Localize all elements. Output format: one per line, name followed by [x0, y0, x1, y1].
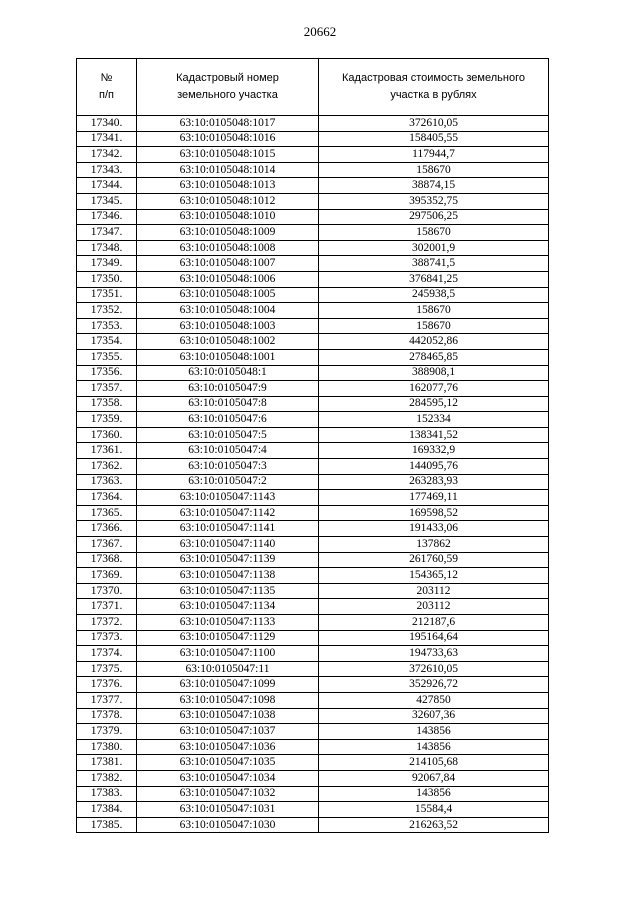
- row-number-cell: 17362.: [77, 459, 137, 475]
- cadastral-value-cell: 388908,1: [319, 365, 549, 381]
- cadastral-number-cell: 63:10:0105047:1099: [137, 677, 319, 693]
- cadastral-number-cell: 63:10:0105048:1014: [137, 162, 319, 178]
- cadastral-number-cell: 63:10:0105048:1: [137, 365, 319, 381]
- cadastral-value-cell: 263283,93: [319, 474, 549, 490]
- cadastral-number-cell: 63:10:0105047:1100: [137, 646, 319, 662]
- table-row: [77, 786, 549, 802]
- header-cadastral-number: Кадастровый номер земельного участка: [137, 59, 319, 116]
- table-row: [77, 708, 549, 724]
- table-row: [77, 568, 549, 584]
- row-number-cell: 17384.: [77, 802, 137, 818]
- table-row: [77, 677, 549, 693]
- table-row: [77, 802, 549, 818]
- cadastral-number-cell: 63:10:0105048:1008: [137, 240, 319, 256]
- table-row: [77, 474, 549, 490]
- page-number: 20662: [303, 24, 337, 39]
- table-row: [77, 552, 549, 568]
- row-number-cell: 17358.: [77, 396, 137, 412]
- row-number-cell: 17346.: [77, 209, 137, 225]
- cadastral-value-cell: 32607,36: [319, 708, 549, 724]
- row-number-cell: 17379.: [77, 724, 137, 740]
- cadastral-number-cell: 63:10:0105047:3: [137, 459, 319, 475]
- cadastral-value-cell: 245938,5: [319, 287, 549, 303]
- table-row: [77, 615, 549, 631]
- cadastral-number-cell: 63:10:0105048:1001: [137, 349, 319, 365]
- row-number-cell: 17366.: [77, 521, 137, 537]
- table-row: [77, 537, 549, 553]
- table-row: [77, 334, 549, 350]
- row-number-cell: 17357.: [77, 381, 137, 397]
- table-row: [77, 459, 549, 475]
- table-row: [77, 193, 549, 209]
- cadastral-value-cell: 372610,05: [319, 116, 549, 132]
- cadastral-number-cell: 63:10:0105047:1129: [137, 630, 319, 646]
- cadastral-number-cell: 63:10:0105047:6: [137, 412, 319, 428]
- row-number-cell: 17378.: [77, 708, 137, 724]
- cadastral-value-cell: 297506,25: [319, 209, 549, 225]
- row-number-cell: 17385.: [77, 817, 137, 833]
- cadastral-number-cell: 63:10:0105047:9: [137, 381, 319, 397]
- table-row: [77, 178, 549, 194]
- cadastral-value-cell: 395352,75: [319, 193, 549, 209]
- row-number-cell: 17356.: [77, 365, 137, 381]
- cadastral-value-cell: 154365,12: [319, 568, 549, 584]
- table-row: [77, 443, 549, 459]
- cadastral-value-cell: 278465,85: [319, 349, 549, 365]
- cadastral-value-cell: 143856: [319, 724, 549, 740]
- row-number-cell: 17354.: [77, 334, 137, 350]
- table-row: [77, 131, 549, 147]
- table-row: [77, 303, 549, 319]
- row-number-cell: 17380.: [77, 739, 137, 755]
- table-row: [77, 147, 549, 163]
- cadastral-number-cell: 63:10:0105047:1141: [137, 521, 319, 537]
- cadastral-number-cell: 63:10:0105047:1138: [137, 568, 319, 584]
- cadastral-value-cell: 158670: [319, 225, 549, 241]
- row-number-cell: 17372.: [77, 615, 137, 631]
- cadastral-value-cell: 152334: [319, 412, 549, 428]
- row-number-cell: 17352.: [77, 303, 137, 319]
- cadastral-number-cell: 63:10:0105048:1004: [137, 303, 319, 319]
- cadastral-value-cell: 214105,68: [319, 755, 549, 771]
- cadastral-value-cell: 137862: [319, 537, 549, 553]
- cadastral-number-cell: 63:10:0105047:1140: [137, 537, 319, 553]
- cadastral-value-cell: 427850: [319, 692, 549, 708]
- cadastral-number-cell: 63:10:0105047:1032: [137, 786, 319, 802]
- table-row: [77, 630, 549, 646]
- cadastral-value-cell: 212187,6: [319, 615, 549, 631]
- cadastral-number-cell: 63:10:0105048:1007: [137, 256, 319, 272]
- table-row: [77, 271, 549, 287]
- table-row: [77, 724, 549, 740]
- cadastral-value-cell: 203112: [319, 583, 549, 599]
- table-row: [77, 599, 549, 615]
- cadastral-number-cell: 63:10:0105047:5: [137, 427, 319, 443]
- cadastral-value-cell: 388741,5: [319, 256, 549, 272]
- cadastral-number-cell: 63:10:0105047:1143: [137, 490, 319, 506]
- cadastral-value-cell: 117944,7: [319, 147, 549, 163]
- cadastral-number-cell: 63:10:0105047:1133: [137, 615, 319, 631]
- cadastral-value-cell: 442052,86: [319, 334, 549, 350]
- row-number-cell: 17342.: [77, 147, 137, 163]
- cadastral-number-cell: 63:10:0105047:1036: [137, 739, 319, 755]
- cadastral-number-cell: 63:10:0105048:1016: [137, 131, 319, 147]
- cadastral-value-cell: 216263,52: [319, 817, 549, 833]
- cadastral-number-cell: 63:10:0105047:1134: [137, 599, 319, 615]
- header-row: [77, 59, 549, 116]
- row-number-cell: 17340.: [77, 116, 137, 132]
- cadastral-value-cell: 143856: [319, 739, 549, 755]
- table-row: [77, 692, 549, 708]
- row-number-cell: 17377.: [77, 692, 137, 708]
- table-row: [77, 505, 549, 521]
- cadastral-value-cell: 191433,06: [319, 521, 549, 537]
- cadastral-value-cell: 143856: [319, 786, 549, 802]
- row-number-cell: 17365.: [77, 505, 137, 521]
- table-row: [77, 240, 549, 256]
- cadastral-value-cell: 158670: [319, 318, 549, 334]
- table-row: [77, 365, 549, 381]
- cadastral-number-cell: 63:10:0105047:1098: [137, 692, 319, 708]
- row-number-cell: 17345.: [77, 193, 137, 209]
- cadastral-number-cell: 63:10:0105047:11: [137, 661, 319, 677]
- cadastral-value-cell: 144095,76: [319, 459, 549, 475]
- cadastral-value-cell: 376841,25: [319, 271, 549, 287]
- row-number-cell: 17373.: [77, 630, 137, 646]
- table-row: [77, 412, 549, 428]
- cadastral-number-cell: 63:10:0105048:1006: [137, 271, 319, 287]
- row-number-cell: 17344.: [77, 178, 137, 194]
- row-number-cell: 17382.: [77, 770, 137, 786]
- table-row: [77, 287, 549, 303]
- table-row: [77, 739, 549, 755]
- row-number-cell: 17350.: [77, 271, 137, 287]
- table-body: [77, 116, 549, 833]
- table-row: [77, 490, 549, 506]
- cadastral-value-cell: 195164,64: [319, 630, 549, 646]
- table-row: [77, 396, 549, 412]
- table-row: [77, 349, 549, 365]
- row-number-cell: 17361.: [77, 443, 137, 459]
- table-row: [77, 225, 549, 241]
- cadastral-number-cell: 63:10:0105047:8: [137, 396, 319, 412]
- cadastral-number-cell: 63:10:0105047:1139: [137, 552, 319, 568]
- cadastral-number-cell: 63:10:0105048:1003: [137, 318, 319, 334]
- row-number-cell: 17383.: [77, 786, 137, 802]
- table-row: [77, 646, 549, 662]
- row-number-cell: 17371.: [77, 599, 137, 615]
- row-number-cell: 17370.: [77, 583, 137, 599]
- cadastral-number-cell: 63:10:0105047:2: [137, 474, 319, 490]
- cadastral-number-cell: 63:10:0105047:1035: [137, 755, 319, 771]
- cadastral-number-cell: 63:10:0105048:1013: [137, 178, 319, 194]
- table-row: [77, 755, 549, 771]
- table-row: [77, 661, 549, 677]
- cadastral-value-cell: 352926,72: [319, 677, 549, 693]
- cadastral-number-cell: 63:10:0105047:1030: [137, 817, 319, 833]
- cadastral-value-cell: 177469,11: [319, 490, 549, 506]
- row-number-cell: 17360.: [77, 427, 137, 443]
- cadastral-value-cell: 162077,76: [319, 381, 549, 397]
- table-row: [77, 427, 549, 443]
- cadastral-number-cell: 63:10:0105047:1038: [137, 708, 319, 724]
- row-number-cell: 17374.: [77, 646, 137, 662]
- cadastral-value-cell: 302001,9: [319, 240, 549, 256]
- cadastral-number-cell: 63:10:0105047:1142: [137, 505, 319, 521]
- table-row: [77, 770, 549, 786]
- header-row-number: № п/п: [77, 59, 137, 116]
- cadastral-number-cell: 63:10:0105048:1012: [137, 193, 319, 209]
- cadastral-number-cell: 63:10:0105047:1037: [137, 724, 319, 740]
- row-number-cell: 17363.: [77, 474, 137, 490]
- row-number-cell: 17367.: [77, 537, 137, 553]
- cadastral-value-cell: 169598,52: [319, 505, 549, 521]
- table-row: [77, 521, 549, 537]
- table-row: [77, 162, 549, 178]
- cadastral-number-cell: 63:10:0105047:1034: [137, 770, 319, 786]
- cadastral-number-cell: 63:10:0105048:1017: [137, 116, 319, 132]
- row-number-cell: 17348.: [77, 240, 137, 256]
- cadastral-number-cell: 63:10:0105047:1135: [137, 583, 319, 599]
- cadastral-value-cell: 261760,59: [319, 552, 549, 568]
- cadastral-value-cell: 158670: [319, 162, 549, 178]
- row-number-cell: 17355.: [77, 349, 137, 365]
- row-number-cell: 17343.: [77, 162, 137, 178]
- cadastral-value-table: [76, 58, 549, 833]
- table-row: [77, 318, 549, 334]
- table-row: [77, 209, 549, 225]
- table-row: [77, 381, 549, 397]
- cadastral-number-cell: 63:10:0105048:1015: [137, 147, 319, 163]
- table-row: [77, 583, 549, 599]
- cadastral-value-cell: 158670: [319, 303, 549, 319]
- row-number-cell: 17376.: [77, 677, 137, 693]
- table-row: [77, 817, 549, 833]
- cadastral-value-cell: 158405,55: [319, 131, 549, 147]
- row-number-cell: 17359.: [77, 412, 137, 428]
- cadastral-number-cell: 63:10:0105048:1010: [137, 209, 319, 225]
- row-number-cell: 17349.: [77, 256, 137, 272]
- cadastral-value-cell: 138341,52: [319, 427, 549, 443]
- cadastral-number-cell: 63:10:0105047:1031: [137, 802, 319, 818]
- cadastral-value-cell: 372610,05: [319, 661, 549, 677]
- cadastral-number-cell: 63:10:0105048:1005: [137, 287, 319, 303]
- cadastral-number-cell: 63:10:0105048:1002: [137, 334, 319, 350]
- table-header: [77, 59, 549, 116]
- row-number-cell: 17351.: [77, 287, 137, 303]
- cadastral-value-cell: 15584,4: [319, 802, 549, 818]
- cadastral-value-cell: 203112: [319, 599, 549, 615]
- row-number-cell: 17364.: [77, 490, 137, 506]
- header-cadastral-value: Кадастровая стоимость земельного участка в рублях: [319, 59, 549, 116]
- cadastral-number-cell: 63:10:0105048:1009: [137, 225, 319, 241]
- cadastral-number-cell: 63:10:0105047:4: [137, 443, 319, 459]
- row-number-cell: 17347.: [77, 225, 137, 241]
- row-number-cell: 17341.: [77, 131, 137, 147]
- row-number-cell: 17353.: [77, 318, 137, 334]
- cadastral-value-cell: 38874,15: [319, 178, 549, 194]
- cadastral-value-cell: 92067,84: [319, 770, 549, 786]
- row-number-cell: 17369.: [77, 568, 137, 584]
- row-number-cell: 17368.: [77, 552, 137, 568]
- table-row: [77, 116, 549, 132]
- row-number-cell: 17381.: [77, 755, 137, 771]
- cadastral-value-cell: 169332,9: [319, 443, 549, 459]
- cadastral-value-cell: 284595,12: [319, 396, 549, 412]
- row-number-cell: 17375.: [77, 661, 137, 677]
- cadastral-value-cell: 194733,63: [319, 646, 549, 662]
- table-row: [77, 256, 549, 272]
